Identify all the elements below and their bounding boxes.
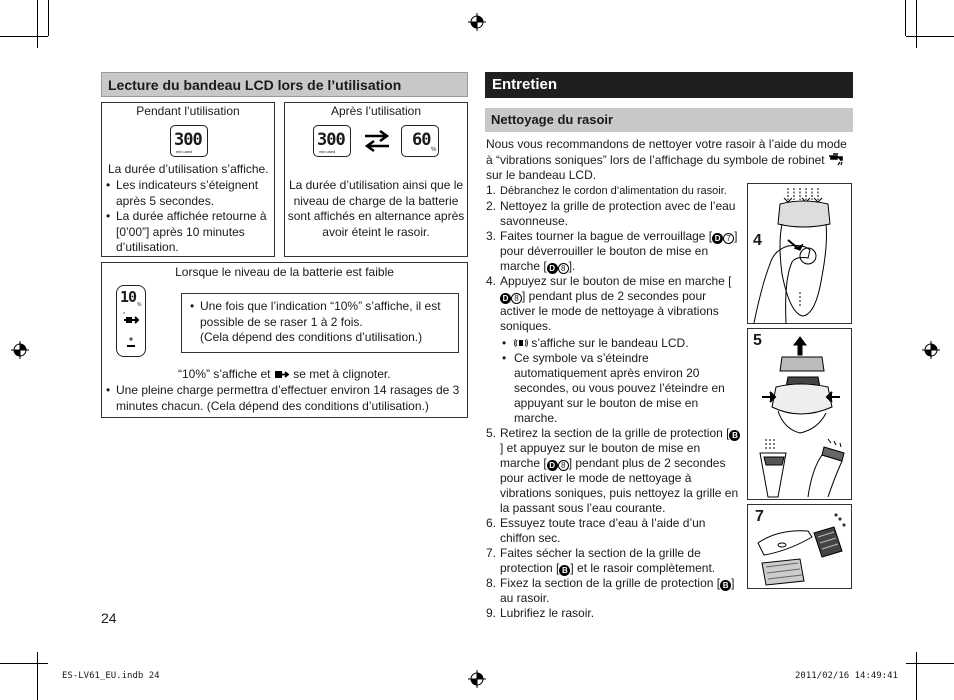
lcd-display: [170, 125, 208, 157]
bullet-list: [104, 178, 274, 256]
lcd-unit: min.used: [319, 149, 336, 154]
alternate-arrows-icon: [363, 129, 391, 153]
crop-mark: [0, 663, 48, 664]
faucet-icon: [828, 153, 844, 166]
crop-mark: [906, 663, 954, 664]
step-text: et le rasoir complètement.: [577, 561, 716, 575]
step-text: pour déverrouiller le bouton de mise en marche: [500, 244, 709, 273]
step-item: 6. Essuyez toute trace d’eau à l’aide d’un chiffon sec.: [486, 516, 706, 545]
lcd-value: 300: [174, 130, 202, 150]
lcd-unit: min.used: [176, 149, 193, 154]
step-text: pendant plus de 2 secondes pour activer le mode de nettoyage à vibrations soniques, puis nettoyez la grille en la passant sous l’eau courante.: [500, 456, 739, 515]
step-sublist: [500, 336, 742, 426]
plug-icon: [274, 370, 290, 379]
shaver-remove-frame-drawing: [748, 329, 851, 499]
intro-text: Nous vous recommandons de nettoyer votre rasoir à l’aide du mode à “vibrations soniques” lors de l’affichage du symbole de robinet: [486, 137, 847, 167]
figure-number: 5: [753, 332, 762, 349]
battery-plug-icon: [121, 309, 141, 353]
box-title: Pendant l’utilisation: [136, 104, 240, 118]
ref-D-icon: D: [547, 460, 558, 471]
page-number: 24: [101, 610, 117, 626]
footer-date: 2011/02/16 14:49:41: [795, 671, 898, 681]
list-item: • La durée affichée retourne à [0’00”] après 10 minutes d’utilisation.: [104, 209, 274, 256]
note-box: [181, 293, 459, 353]
step-item: 7. Faites sécher la section de la grille de protection [ B ] et le rasoir complètement.: [486, 546, 716, 575]
box-during-use: [101, 102, 275, 257]
duration-text: La durée d’utilisation s’affiche.: [108, 162, 269, 176]
ref-8-icon: 8: [558, 263, 569, 274]
figure-number: 7: [755, 508, 764, 525]
step-item: 2. Nettoyez la grille de protection avec de l’eau savonneuse.: [486, 199, 736, 228]
ref-B-icon: B: [729, 430, 740, 441]
list-item: • Les indicateurs s’éteignent après 5 secondes.: [104, 178, 274, 209]
lcd-display-vertical: [116, 285, 146, 357]
step-text: Appuyez sur le bouton de mise en marche: [500, 274, 725, 288]
blink-text-a: “10%” s’affiche et: [178, 367, 271, 381]
crop-mark: [0, 36, 48, 37]
step-text: Essuyez toute trace d’eau à l’aide d’un chiffon sec.: [500, 516, 706, 545]
step-item: 4. Appuyez sur le bouton de mise en marche [D 8 ] pendant plus de 2 secondes pour activer le mode de nettoyage à vibrations soniques. • s’affiche sur le bandeau LCD. • Ce symbole va s’éteindre automatiquement après environ 20 secondes, ou vous pouvez l’éteindre en appuyant sur le bouton de mise en marche.: [486, 274, 742, 426]
blink-text: [178, 367, 458, 383]
note-text-2: (Cela dépend des conditions d’utilisation.): [200, 330, 423, 344]
registration-mark-icon: [922, 341, 940, 359]
intro-text-end: sur le bandeau LCD.: [486, 168, 597, 182]
footer-file: ES-LV61_EU.indb 24: [62, 671, 160, 681]
note-list: [188, 299, 452, 346]
ref-8-icon: 8: [511, 293, 522, 304]
note-text: Une fois que l’indication “10%” s’affiche, il est possible de se raser 1 à 2 fois.: [200, 299, 441, 329]
list-item: [500, 336, 742, 351]
ref-B-icon: B: [559, 565, 570, 576]
sonic-vibration-icon: [514, 338, 528, 348]
registration-mark-icon: [468, 13, 486, 31]
illustration-step-5: [747, 328, 852, 500]
crop-mark: [48, 0, 49, 36]
ref-D-icon: D: [500, 293, 511, 304]
lcd-unit: %: [137, 302, 142, 308]
shaver-unlock-drawing: [748, 184, 851, 323]
after-use-text: La durée d’utilisation ainsi que le niveau de charge de la batterie sont affichés en alternance après avoir éteint le rasoir.: [287, 178, 465, 239]
section-heading-entretien: Entretien: [485, 72, 853, 98]
drying-parts-drawing: [748, 505, 851, 588]
crop-mark: [916, 0, 917, 48]
illustration-step-7: [747, 504, 852, 589]
step-text: et appuyez sur le bouton de mise en marche: [500, 441, 701, 470]
step-item: 5. Retirez la section de la grille de protection [ B] et appuyez sur le bouton de mise en marche [ D 8 ] pendant plus de 2 secondes pour activer le mode de nettoyage à vibrations soniques, puis nettoyez la grille en la passant sous l’eau courante.: [486, 426, 742, 516]
step-text: Faites tourner la bague de verrouillage: [500, 229, 706, 243]
step-text: Fixez la section de la grille de protection: [500, 576, 714, 590]
lcd-value: 10: [120, 288, 137, 306]
figure-number: 4: [753, 232, 762, 249]
section-heading-lcd: Lecture du bandeau LCD lors de l’utilisation: [101, 72, 468, 97]
step-item: 9. Lubrifiez le rasoir.: [486, 606, 595, 620]
step-item: 3. Faites tourner la bague de verrouillage [ D 7 ] pour déverrouiller le bouton de mise en marche [ D 8 ].: [486, 229, 738, 273]
step-item: 8. Fixez la section de la grille de protection [ B ] au rasoir.: [486, 576, 735, 605]
box-after-use: [284, 102, 468, 257]
step-text: Débranchez le cordon d’alimentation du rasoir.: [500, 185, 727, 197]
step-text: Lubrifiez le rasoir.: [500, 606, 595, 620]
step-text: pendant plus de 2 secondes pour activer le mode de nettoyage à vibrations soniques.: [500, 289, 719, 333]
crop-mark: [37, 652, 38, 700]
crop-mark: [906, 36, 954, 37]
lcd-unit: %: [431, 147, 437, 153]
ref-8-icon: 8: [558, 460, 569, 471]
subheading-nettoyage: Nettoyage du rasoir: [485, 108, 853, 132]
box-title: Après l’utilisation: [330, 104, 422, 118]
lcd-value: 300: [317, 130, 345, 150]
step-text: s’affiche sur le bandeau LCD.: [531, 336, 689, 350]
list-item: [188, 299, 452, 346]
box-low-battery: [101, 262, 468, 418]
ref-B-icon: B: [720, 580, 731, 591]
crop-mark: [37, 0, 38, 48]
step-text: Nettoyez la grille de protection avec de l’eau savonneuse.: [500, 199, 736, 228]
lcd-display: [313, 125, 351, 157]
lcd-value: 60: [412, 130, 431, 150]
ref-D-icon: D: [547, 263, 558, 274]
intro-paragraph: [486, 137, 852, 184]
list-item: • Ce symbole va s’éteindre automatiquement après environ 20 secondes, ou vous pouvez l’éteindre en appuyant sur le bouton de mise en marche.: [500, 351, 742, 426]
step-item: 1. Débranchez le cordon d’alimentation du rasoir.: [486, 183, 727, 197]
step-text: Faites sécher la section de la grille de protection: [500, 546, 701, 575]
bullet-list: [104, 383, 466, 414]
ref-D-icon: D: [712, 233, 723, 244]
step-text: au rasoir.: [500, 591, 550, 605]
crop-mark: [916, 652, 917, 700]
step-text: Retirez la section de la grille de protection: [500, 426, 723, 440]
registration-mark-icon: [11, 341, 29, 359]
lcd-display: [401, 125, 439, 157]
crop-mark: [905, 0, 906, 36]
ref-7-icon: 7: [723, 233, 734, 244]
blink-text-b: se met à clignoter.: [293, 367, 391, 381]
steps-list: [486, 183, 742, 621]
box-title: Lorsque le niveau de la batterie est faible: [175, 265, 394, 279]
illustration-step-4: [747, 183, 852, 324]
registration-mark-icon: [468, 670, 486, 688]
list-item: • Une pleine charge permettra d’effectuer environ 14 rasages de 3 minutes chacun. (Cela dépend des conditions d’utilisation.): [104, 383, 466, 414]
